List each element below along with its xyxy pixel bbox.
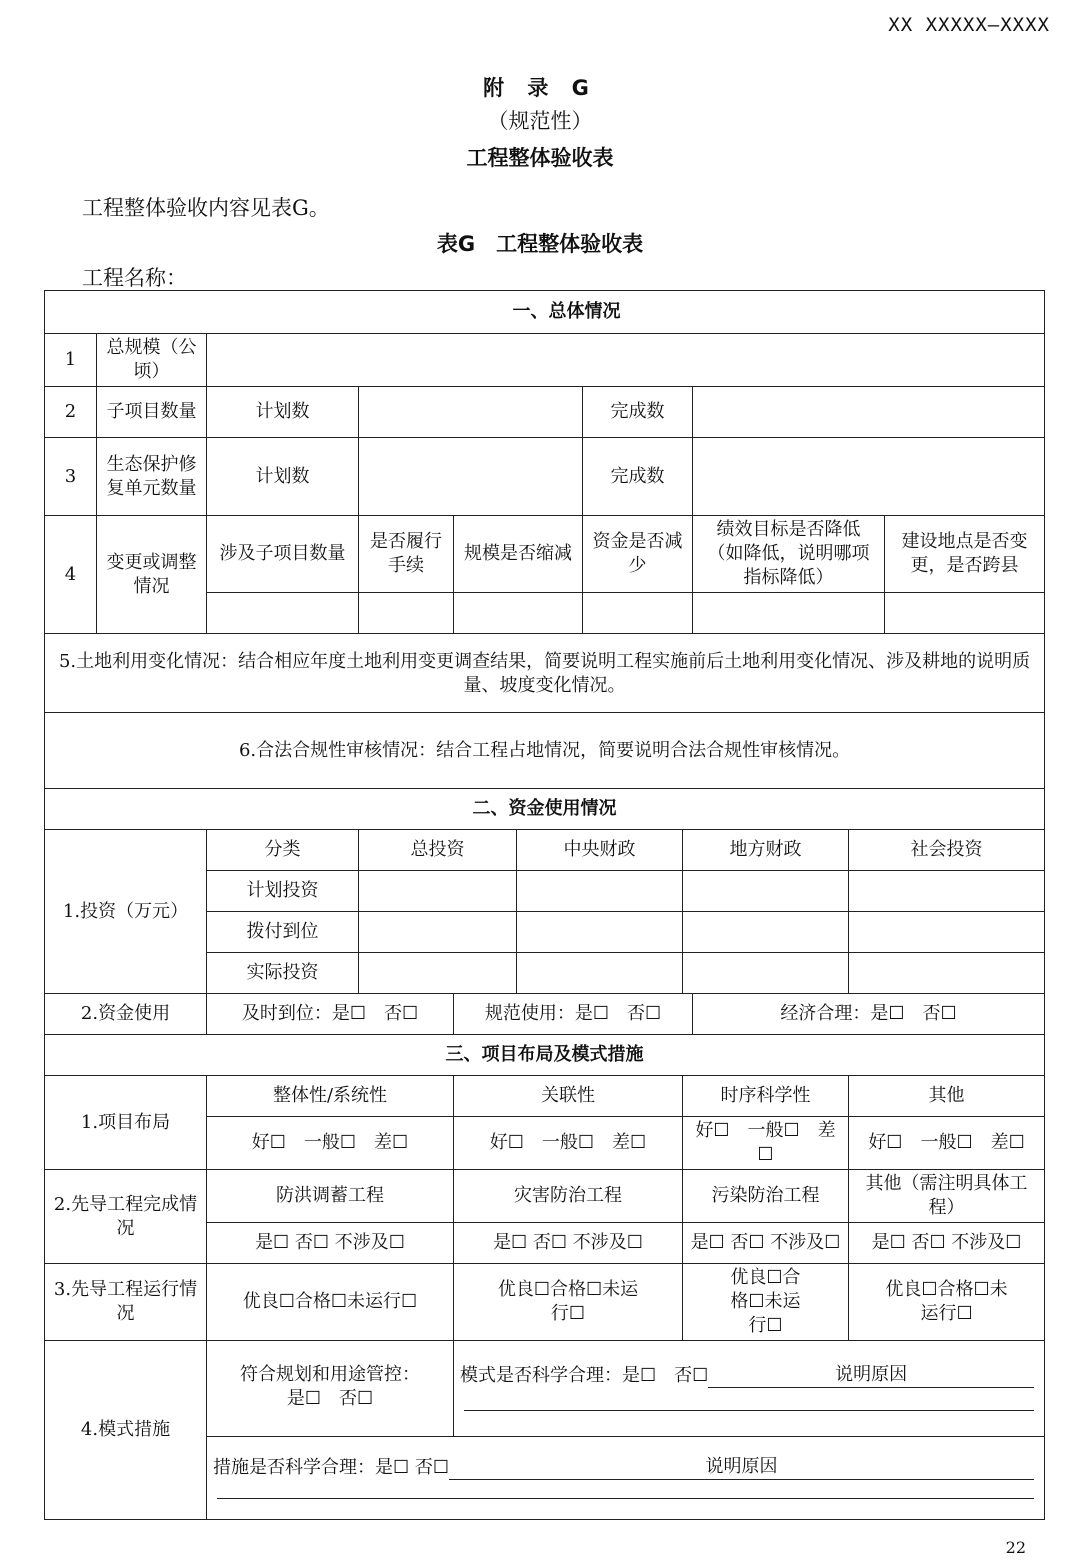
fund-regular-options[interactable]: 规范使用：是☐ 否☐ bbox=[454, 994, 693, 1035]
run-options[interactable]: 优良☐合格☐未运行☐ bbox=[207, 1264, 454, 1341]
change-value[interactable] bbox=[583, 593, 693, 634]
invest-cell[interactable] bbox=[849, 953, 1045, 994]
section-3-header bbox=[45, 1035, 1045, 1076]
invest-cell[interactable] bbox=[517, 871, 683, 912]
compliance-review-note[interactable]: 6.合法合规性审核情况：结合工程占地情况，简要说明合法合规性审核情况。 bbox=[45, 713, 1045, 789]
plan-count-value[interactable] bbox=[359, 438, 583, 516]
change-col-funds: 资金是否减少 bbox=[583, 516, 693, 593]
answer-line[interactable] bbox=[217, 1488, 1034, 1499]
land-use-change-note[interactable]: 5.土地利用变化情况：结合相应年度土地利用变更调查结果，简要说明工程实施前后土地利用变化情况、涉及耕地的说明质量、坡度变化情况。 bbox=[45, 634, 1045, 713]
run-options[interactable]: 优良☐合格☐未运行☐ bbox=[454, 1264, 683, 1341]
col-local: 地方财政 bbox=[683, 830, 849, 871]
invest-cell[interactable] bbox=[517, 912, 683, 953]
plan-count-value[interactable] bbox=[359, 387, 583, 438]
planning-compliance[interactable] bbox=[207, 1341, 454, 1437]
fund-economic-options[interactable]: 经济合理：是☐ 否☐ bbox=[693, 994, 1045, 1035]
layout-col-system: 整体性/系统性 bbox=[207, 1076, 454, 1117]
row-number: 3 bbox=[45, 438, 97, 516]
invest-cell[interactable] bbox=[517, 953, 683, 994]
change-value[interactable] bbox=[207, 593, 359, 634]
done-count-value[interactable] bbox=[693, 387, 1045, 438]
change-col-procedures: 是否履行手续 bbox=[359, 516, 454, 593]
change-value[interactable] bbox=[693, 593, 885, 634]
table-row bbox=[45, 1076, 1045, 1117]
invest-cell[interactable] bbox=[359, 953, 517, 994]
table-row bbox=[45, 1264, 1045, 1341]
row-plan-invest: 计划投资 bbox=[207, 871, 359, 912]
table-row bbox=[45, 1170, 1045, 1223]
change-col-scale: 规模是否缩减 bbox=[454, 516, 583, 593]
row-actual-invest: 实际投资 bbox=[207, 953, 359, 994]
table-row bbox=[45, 830, 1045, 871]
standard-number: XX XXXXX—XXXX bbox=[888, 14, 1050, 36]
pilot-options[interactable]: 是☐ 否☐ 不涉及☐ bbox=[207, 1223, 454, 1264]
row-allocated: 拨付到位 bbox=[207, 912, 359, 953]
layout-col-sequence: 时序科学性 bbox=[683, 1076, 849, 1117]
section-1-header bbox=[45, 291, 1045, 334]
appendix-heading: 附 录 G bbox=[483, 76, 597, 100]
table-row bbox=[45, 1341, 1045, 1437]
mode-reasonable-options[interactable]: 模式是否科学合理：是☐ 否☐ bbox=[460, 1365, 709, 1386]
table-row bbox=[45, 387, 1045, 438]
planning-compliance-label: 符合规划和用途管控： bbox=[240, 1364, 420, 1385]
col-social: 社会投资 bbox=[849, 830, 1045, 871]
measure-reasonable-options[interactable]: 措施是否科学合理：是☐ 否☐ bbox=[213, 1457, 449, 1478]
table-row bbox=[45, 334, 1045, 387]
section-3-title: 三、项目布局及模式措施 bbox=[45, 1035, 1045, 1076]
change-value[interactable] bbox=[359, 593, 454, 634]
fund-timely-options[interactable]: 及时到位：是☐ 否☐ bbox=[207, 994, 454, 1035]
total-scale-label: 总规模（公顷） bbox=[97, 334, 207, 387]
fund-use-label: 2.资金使用 bbox=[45, 994, 207, 1035]
col-category: 分类 bbox=[207, 830, 359, 871]
pilot-options[interactable]: 是☐ 否☐ 不涉及☐ bbox=[849, 1223, 1045, 1264]
change-col-targets: 绩效目标是否降低（如降低，说明哪项指标降低） bbox=[693, 516, 885, 593]
pilot-options[interactable]: 是☐ 否☐ 不涉及☐ bbox=[683, 1223, 849, 1264]
layout-col-other: 其他 bbox=[849, 1076, 1045, 1117]
done-count-value[interactable] bbox=[693, 438, 1045, 516]
reason-label: 说明原因 bbox=[708, 1363, 1034, 1388]
page-title: 工程整体验收表 bbox=[466, 146, 614, 170]
plan-count-label: 计划数 bbox=[207, 438, 359, 516]
row-number: 2 bbox=[45, 387, 97, 438]
answer-line[interactable] bbox=[464, 1400, 1034, 1411]
change-value[interactable] bbox=[885, 593, 1045, 634]
planning-compliance-options[interactable]: 是☐ 否☐ bbox=[286, 1388, 374, 1409]
done-count-label: 完成数 bbox=[583, 387, 693, 438]
intro-text: 工程整体验收内容见表G。 bbox=[82, 196, 330, 220]
pilot-flood: 防洪调蓄工程 bbox=[207, 1170, 454, 1223]
invest-cell[interactable] bbox=[359, 912, 517, 953]
rating-options[interactable]: 好☐ 一般☐ 差☐ bbox=[207, 1117, 454, 1170]
invest-cell[interactable] bbox=[849, 912, 1045, 953]
row-number: 4 bbox=[45, 516, 97, 634]
invest-cell[interactable] bbox=[359, 871, 517, 912]
change-value[interactable] bbox=[454, 593, 583, 634]
change-col-location: 建设地点是否变更，是否跨县 bbox=[885, 516, 1045, 593]
section-2-header bbox=[45, 789, 1045, 830]
subproject-count-label: 子项目数量 bbox=[97, 387, 207, 438]
measure-reasonable[interactable] bbox=[207, 1437, 1045, 1520]
table-row bbox=[45, 516, 1045, 593]
col-total: 总投资 bbox=[359, 830, 517, 871]
pilot-disaster: 灾害防治工程 bbox=[454, 1170, 683, 1223]
layout-col-relevance: 关联性 bbox=[454, 1076, 683, 1117]
acceptance-table bbox=[44, 290, 1045, 1520]
col-central: 中央财政 bbox=[517, 830, 683, 871]
page-number: 22 bbox=[1005, 1538, 1026, 1557]
invest-cell[interactable] bbox=[683, 953, 849, 994]
table-row bbox=[45, 994, 1045, 1035]
table-row bbox=[45, 438, 1045, 516]
rating-options[interactable]: 好☐ 一般☐ 差☐ bbox=[454, 1117, 683, 1170]
project-name-label: 工程名称： bbox=[82, 266, 187, 290]
pilot-options[interactable]: 是☐ 否☐ 不涉及☐ bbox=[454, 1223, 683, 1264]
eco-unit-count-label: 生态保护修复单元数量 bbox=[97, 438, 207, 516]
rating-options[interactable]: 好☐ 一般☐ 差☐ bbox=[849, 1117, 1045, 1170]
investment-label: 1.投资（万元） bbox=[45, 830, 207, 994]
change-col-subprojects: 涉及子项目数量 bbox=[207, 516, 359, 593]
table-caption: 表G 工程整体验收表 bbox=[436, 232, 644, 256]
table-row bbox=[45, 713, 1045, 789]
pilot-pollution: 污染防治工程 bbox=[683, 1170, 849, 1223]
invest-cell[interactable] bbox=[683, 871, 849, 912]
pilot-run-label: 3.先导工程运行情况 bbox=[45, 1264, 207, 1341]
invest-cell[interactable] bbox=[849, 871, 1045, 912]
section-2-title: 二、资金使用情况 bbox=[45, 789, 1045, 830]
total-scale-value[interactable] bbox=[207, 334, 1045, 387]
row-number: 1 bbox=[45, 334, 97, 387]
reason-label: 说明原因 bbox=[449, 1455, 1034, 1480]
change-label: 变更或调整情况 bbox=[97, 516, 207, 634]
pilot-completion-label: 2.先导工程完成情况 bbox=[45, 1170, 207, 1264]
plan-count-label: 计划数 bbox=[207, 387, 359, 438]
section-1-title: 一、总体情况 bbox=[45, 291, 1045, 334]
pilot-other: 其他（需注明具体工程） bbox=[849, 1170, 1045, 1223]
mode-measures-label: 4.模式措施 bbox=[45, 1341, 207, 1520]
done-count-label: 完成数 bbox=[583, 438, 693, 516]
run-options[interactable]: 优良☐合格☐未运行☐ bbox=[683, 1264, 849, 1341]
mode-reasonable[interactable] bbox=[454, 1341, 1045, 1437]
normative-note: （规范性） bbox=[487, 109, 593, 133]
invest-cell[interactable] bbox=[683, 912, 849, 953]
layout-label: 1.项目布局 bbox=[45, 1076, 207, 1170]
rating-options[interactable]: 好☐ 一般☐ 差☐ bbox=[683, 1117, 849, 1170]
run-options[interactable]: 优良☐合格☐未运行☐ bbox=[849, 1264, 1045, 1341]
table-row bbox=[45, 634, 1045, 713]
